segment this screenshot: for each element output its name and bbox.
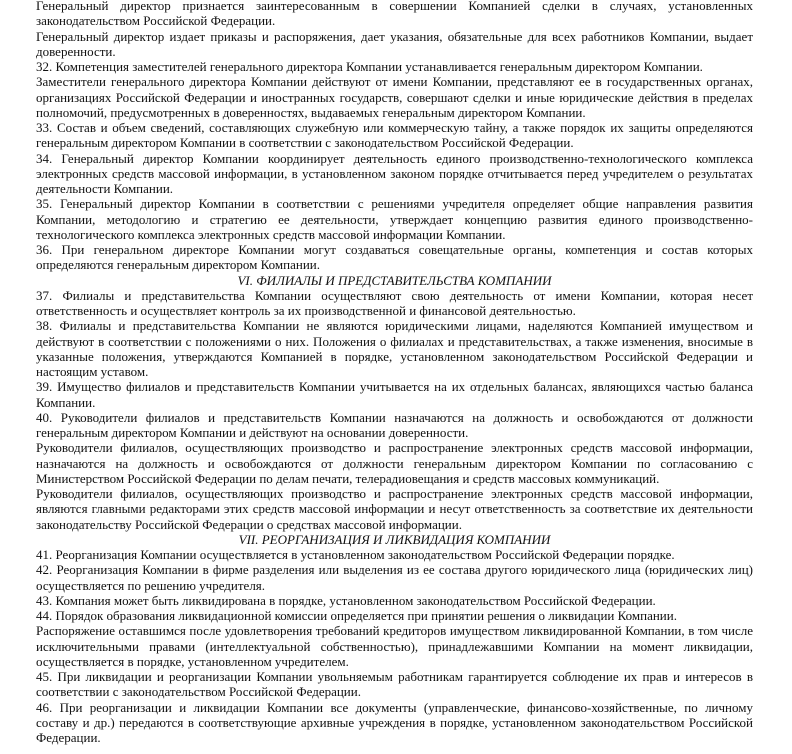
- clause-44: 44. Порядок образования ликвидационной комиссии определяется при принятии решения о ликвидации Компании.: [36, 608, 677, 623]
- clause-45: 45. При ликвидации и реорганизации Компании увольняемым работникам гарантируется соблюдение их прав и интересов в соответствии с законодательством Российской Федерации.: [36, 669, 753, 700]
- clause-33: 33. Состав и объем сведений, составляющих служебную или коммерческую тайну, а также порядок их защиты определяются генеральным директором Компании в соответствии с законодательством Российской Федерации.: [36, 120, 753, 151]
- clause-36: 36. При генеральном директоре Компании могут создаваться совещательные органы, компетенция и состав которых определяются генеральным директором Компании.: [36, 242, 753, 273]
- section-heading-vii: VII. РЕОРГАНИЗАЦИЯ И ЛИКВИДАЦИЯ КОМПАНИИ: [238, 531, 551, 547]
- clause-37: 37. Филиалы и представительства Компании осуществляют свою деятельность от имени Компании, которая несет ответственность и осуществляет контроль за их производственной и финансовой деятельностью.: [36, 287, 753, 318]
- clause-42: 42. Реорганизация Компании в фирме разделения или выделения из ее состава другого юридического лица (юридических лиц) осуществляется по решению учредителя.: [36, 562, 753, 593]
- clause-46: 46. При реорганизации и ликвидации Компании все документы (управленческие, финансово-хозяйственные, по личному составу и др.) передаются в соответствующие архивные учреждения в порядке, установленном законодательством Российской Федерации.: [36, 699, 753, 745]
- paragraph: Заместители генерального директора Компании действуют от имени Компании, представляют ее в государственных органах, организациях Российской Федерации и иностранных государств, совершают сделки и иные юридические действия в пределах полномочий, предусмотренных в доверенностях, выдаваемых генеральным директором Компании.: [36, 74, 753, 120]
- clause-34: 34. Генеральный директор Компании координирует деятельность единого производственно-технологического комплекса электронных средств массовой информации, в установленном законом порядке отчитывается перед учредителем о результатах деятельности Компании.: [36, 150, 753, 196]
- clause-39: 39. Имущество филиалов и представительств Компании учитывается на их отдельных балансах, являющихся частью баланса Компании.: [36, 379, 753, 410]
- document-page: [36, 0, 753, 745]
- paragraph: Распоряжение оставшимся после удовлетворения требований кредиторов имуществом ликвидированной Компании, в том числе исключительными правами (интеллектуальной собственностью), принадлежавшими Компании на момент ликвидации, осуществляется в порядке, установленном учредителем.: [36, 623, 753, 669]
- clause-32: 32. Компетенция заместителей генерального директора Компании устанавливается генеральным директором Компании.: [36, 59, 703, 74]
- paragraph: Руководители филиалов, осуществляющих производство и распространение электронных средств массовой информации, назначаются на должность и освобождаются от должности генеральным директором Компании по согласованию с Министерством Российской Федерации по делам печати, телерадиовещания и средств массовых коммуникаций.: [36, 440, 753, 486]
- paragraph: Генеральный директор издает приказы и распоряжения, дает указания, обязательные для всех работников Компании, выдает доверенности.: [36, 28, 753, 59]
- clause-35: 35. Генеральный директор Компании в соответствии с решениями учредителя определяет общие направления развития Компании, методологию и стратегию ее деятельности, утверждает концепцию развития единого производственно-технологического комплекса электронных средств массовой информации Компании.: [36, 196, 753, 242]
- paragraph: Руководители филиалов, осуществляющих производство и распространение электронных средств массовой информации, являются главными редакторами этих средств массовой информации и несут ответственность за соответствие их деятельности законодательству Российской Федерации о средствах массовой информации.: [36, 486, 753, 532]
- clause-40: 40. Руководители филиалов и представительств Компании назначаются на должность и освобождаются от должности генеральным директором Компании и действуют на основании доверенности.: [36, 409, 753, 440]
- clause-43: 43. Компания может быть ликвидирована в порядке, установленном законодательством Российской Федерации.: [36, 592, 656, 608]
- clause-38: 38. Филиалы и представительства Компании не являются юридическими лицами, наделяются Компанией имуществом и действуют в соответствии с положениями о них. Положения о филиалах и представительствах, а также изменения, вносимые в указанные положения, утверждаются Компанией в порядке, установленном законодательством Российской Федерации и настоящим уставом.: [36, 318, 753, 379]
- clause-41: 41. Реорганизация Компании осуществляется в установленном законодательством Российской Федерации порядке.: [36, 547, 675, 562]
- section-heading-vi: VI. ФИЛИАЛЫ И ПРЕДСТАВИТЕЛЬСТВА КОМПАНИИ: [237, 272, 552, 288]
- paragraph: Генеральный директор признается заинтересованным в совершении Компанией сделки в случаях, установленных законодательством Российской Федерации.: [36, 0, 753, 29]
